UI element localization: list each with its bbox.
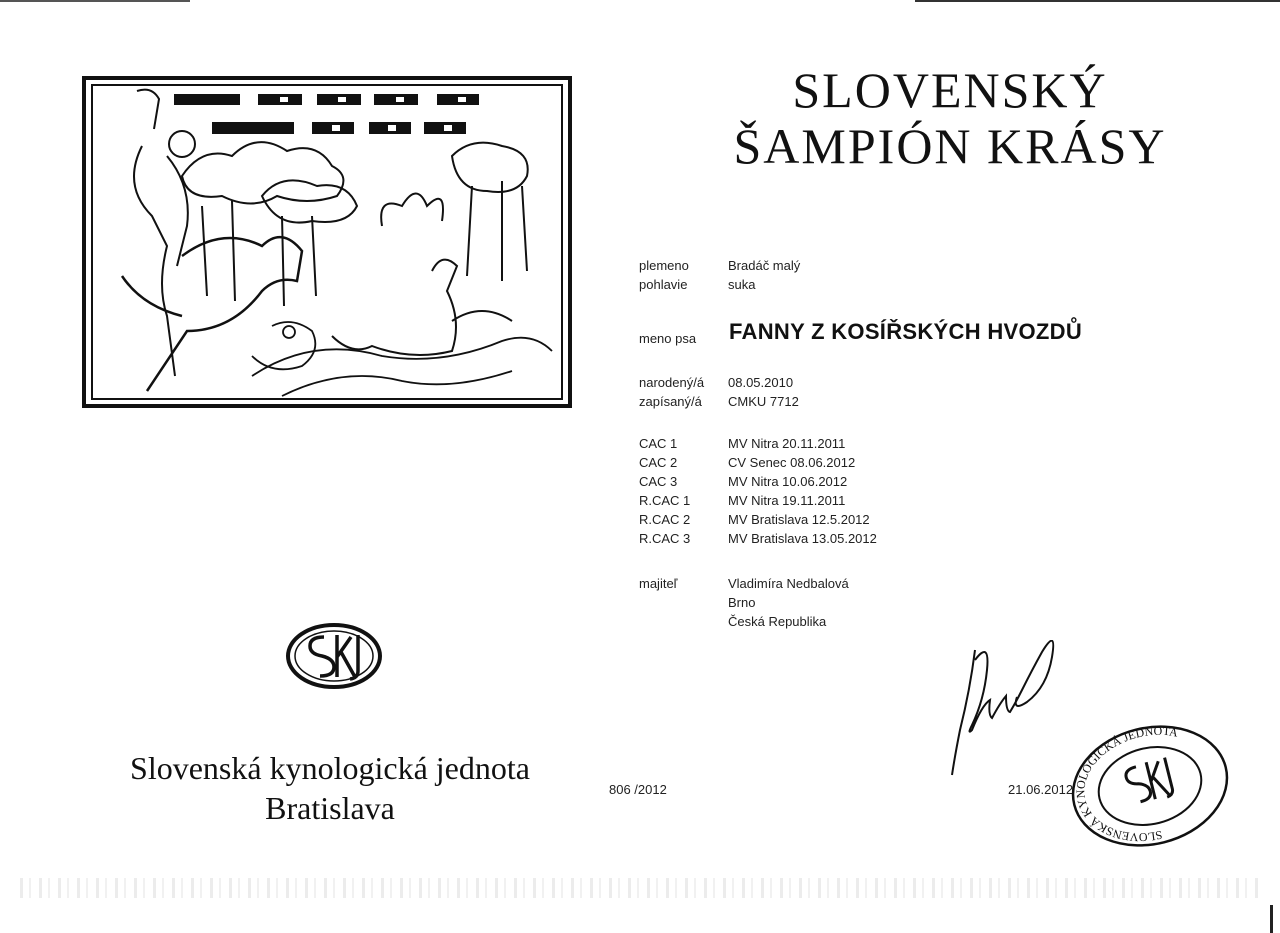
title-row-label: CAC 2 [639, 455, 678, 470]
title-row-value: MV Nitra 19.11.2011 [728, 493, 846, 508]
organization-name [60, 748, 600, 828]
born-value: 08.05.2010 [728, 375, 794, 390]
skj-logo-icon [284, 621, 384, 691]
sex-label: pohlavie [639, 277, 688, 292]
title-row-label: R.CAC 2 [639, 512, 691, 527]
born-label: narodený/á [639, 375, 705, 390]
organization-line-2: Bratislava [265, 790, 395, 826]
scan-edge-left [0, 0, 190, 2]
scan-edge-right [915, 0, 1280, 2]
title-line-2: ŠAMPIÓN KRÁSY [733, 118, 1167, 174]
title-row-value: CV Senec 08.06.2012 [728, 455, 856, 470]
breed-label: plemeno [639, 258, 689, 273]
owner-city: Brno [728, 595, 756, 610]
title-row-value: MV Nitra 20.11.2011 [728, 436, 846, 451]
signature-icon [945, 640, 1075, 780]
certificate-title [640, 62, 1260, 174]
registration-value: CMKU 7712 [728, 394, 799, 409]
stamp-ring-text: SLOVENSKÁ KYNOLOGICKÁ JEDNOTA [1073, 724, 1180, 845]
issue-date: 21.06.2012 [1008, 782, 1074, 797]
owner-country: Česká Republika [728, 614, 827, 629]
certificate-number: 806 /2012 [609, 782, 667, 797]
registration-label: zapísaný/á [639, 394, 702, 409]
dog-name: FANNY Z KOSÍŘSKÝCH HVOZDŮ [729, 319, 1083, 344]
dog-name-label: meno psa [639, 331, 697, 346]
title-row-value: MV Nitra 10.06.2012 [728, 474, 848, 489]
breed-value: Bradáč malý [728, 258, 801, 273]
organization-line-1: Slovenská kynologická jednota [130, 750, 530, 786]
title-row-label: R.CAC 3 [639, 531, 691, 546]
scan-mark [1270, 905, 1273, 933]
title-row-value: MV Bratislava 12.5.2012 [728, 512, 870, 527]
scan-noise [20, 878, 1260, 898]
round-stamp-icon [1068, 724, 1232, 848]
hunting-scene-illustration [82, 76, 572, 408]
title-row-label: R.CAC 1 [639, 493, 691, 508]
title-row-label: CAC 1 [639, 436, 678, 451]
sex-value: suka [728, 277, 756, 292]
title-row-value: MV Bratislava 13.05.2012 [728, 531, 877, 546]
title-row-label: CAC 3 [639, 474, 678, 489]
title-line-1: SLOVENSKÝ [792, 62, 1108, 118]
owner-label: majiteľ [639, 576, 678, 591]
owner-name: Vladimíra Nedbalová [728, 576, 849, 591]
